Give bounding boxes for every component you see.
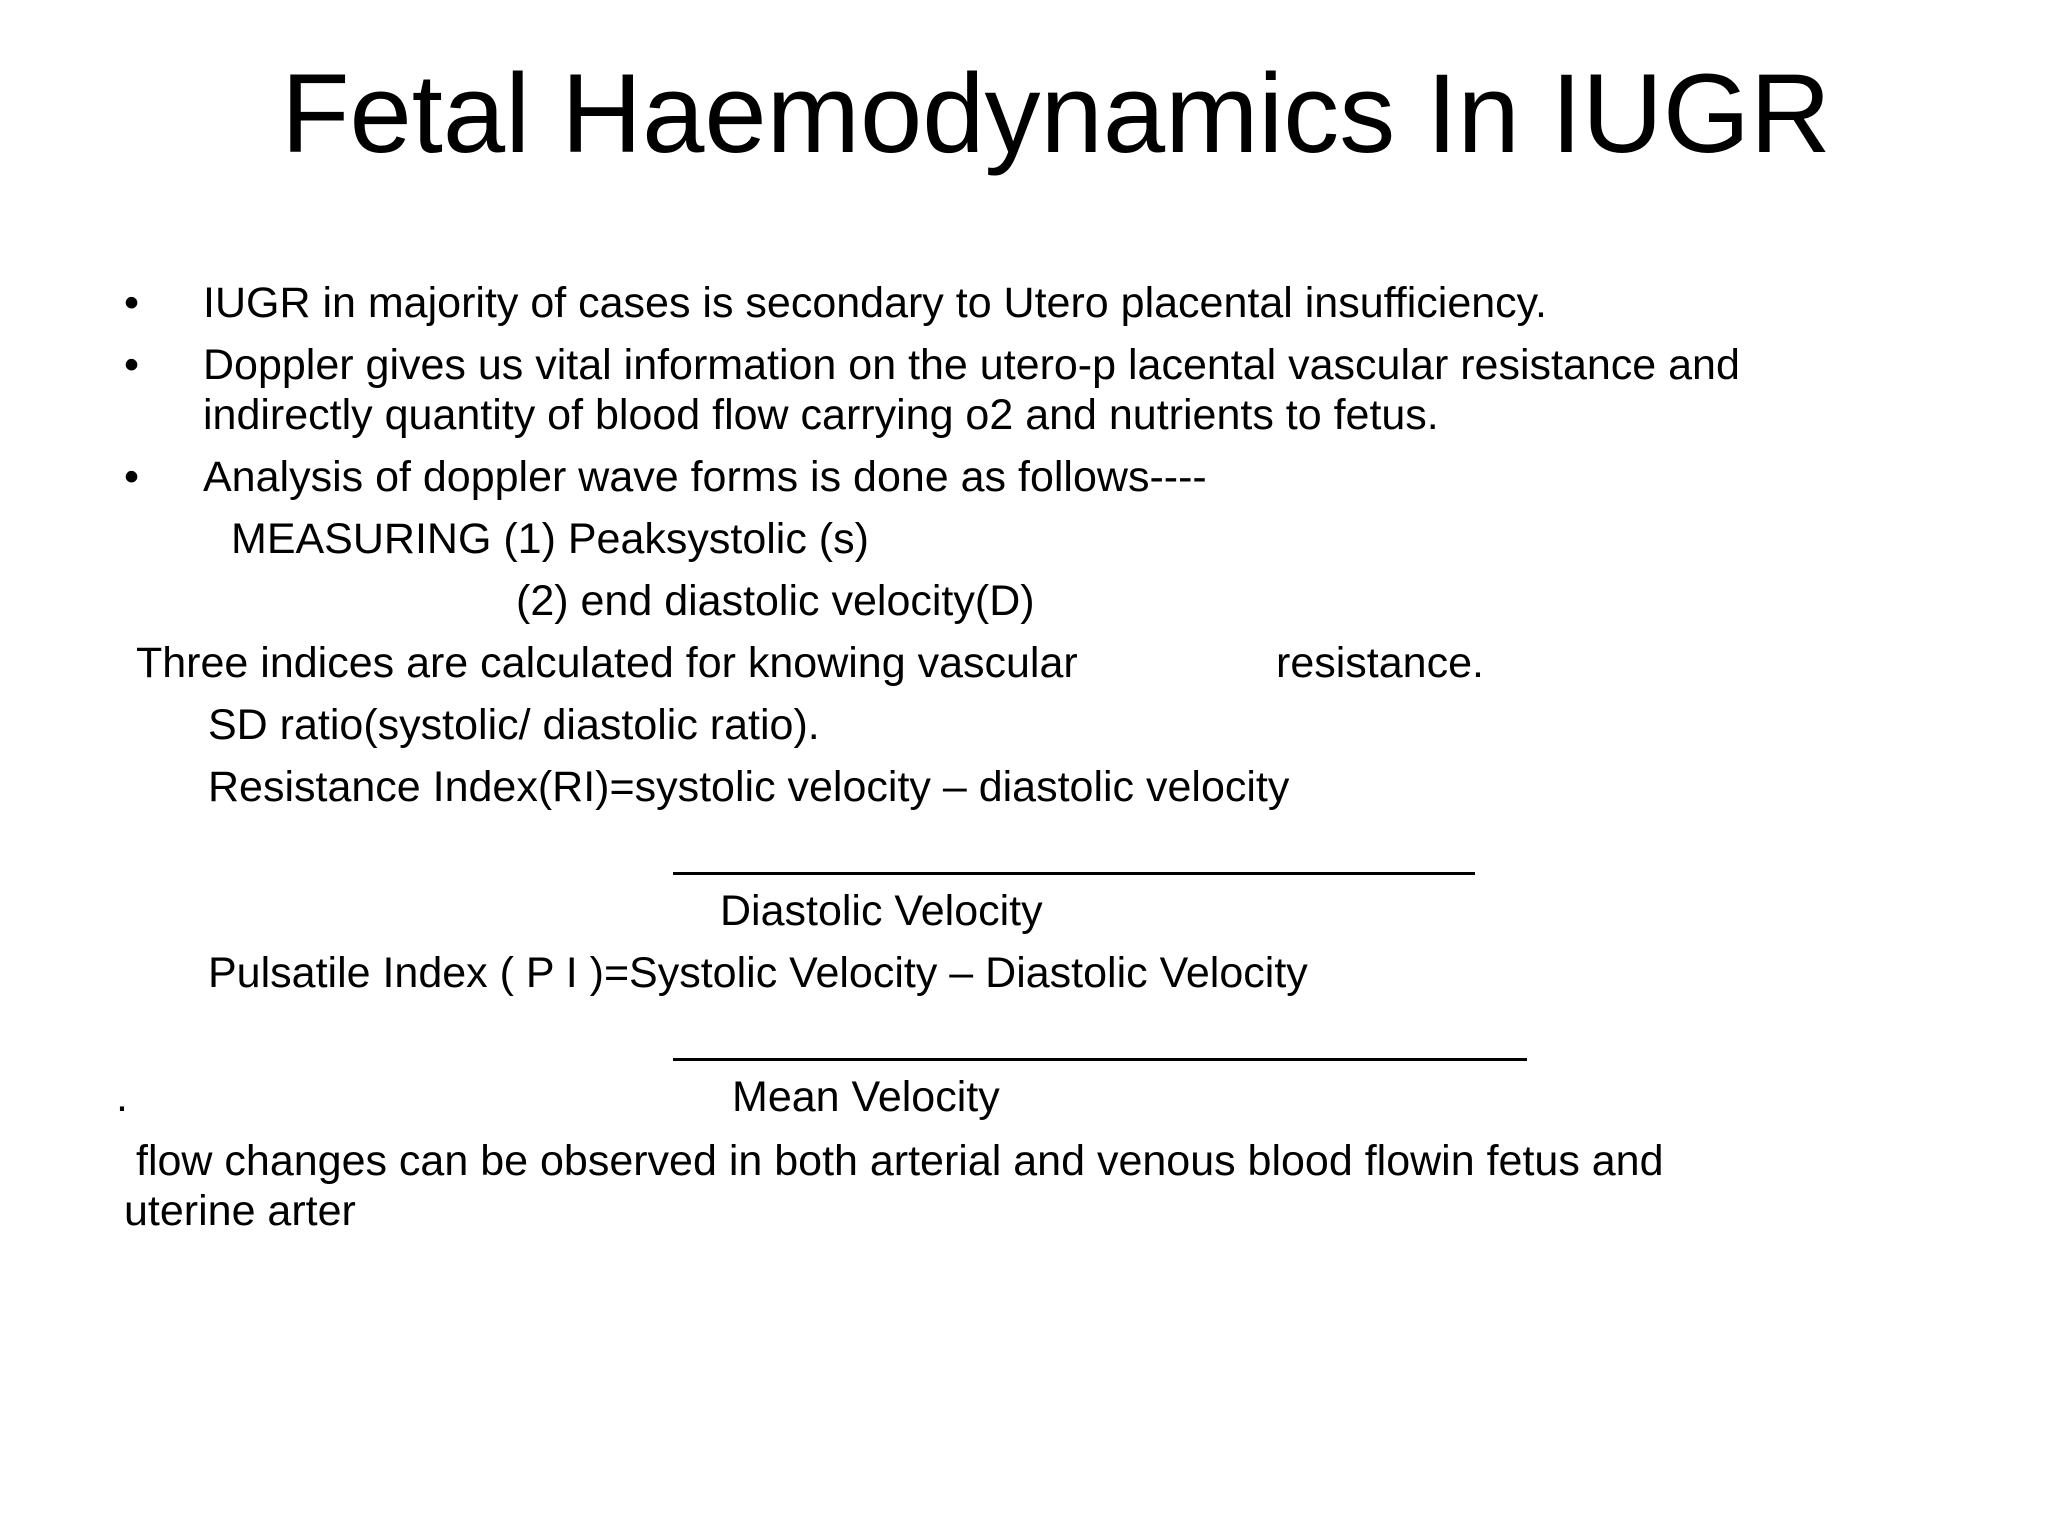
bullet-marker: • <box>124 453 140 501</box>
bullet-text: IUGR in majority of cases is secondary to Utero placental insufficiency. <box>203 279 1547 327</box>
bullet-text-line: Doppler gives us vital information on the utero-p lacental vascular resistance and <box>203 341 1740 389</box>
pi-denominator: Mean Velocity <box>732 1073 1000 1121</box>
bullet-text: Analysis of doppler wave forms is done as follows---- <box>203 453 1207 501</box>
pi-fraction-bar <box>673 1058 1527 1061</box>
slide-title: Fetal Haemodynamics In IUGR <box>281 51 1831 176</box>
pi-numerator: Pulsatile Index ( P I )=Systolic Velocity – Diastolic Velocity <box>208 949 1308 997</box>
indices-intro-text: Three indices are calculated for knowing vascular <box>136 639 1078 687</box>
closing-text-line: uterine arter <box>124 1187 356 1235</box>
bullet-marker: • <box>124 279 140 327</box>
bullet-text-line: indirectly quantity of blood flow carrying o2 and nutrients to fetus. <box>203 391 1439 439</box>
bullet-marker: • <box>124 341 140 389</box>
ri-fraction-bar <box>673 872 1475 875</box>
measuring-line-1: MEASURING (1) Peaksystolic (s) <box>231 515 869 563</box>
pi-dot: . <box>116 1073 128 1121</box>
measuring-line-2: (2) end diastolic velocity(D) <box>516 577 1035 625</box>
ri-denominator: Diastolic Velocity <box>720 887 1043 935</box>
ri-numerator: Resistance Index(RI)=systolic velocity – diastolic velocity <box>208 763 1290 811</box>
sd-ratio-text: SD ratio(systolic/ diastolic ratio). <box>208 701 820 749</box>
indices-intro-text-end: resistance. <box>1276 639 1484 687</box>
closing-text-line: flow changes can be observed in both arterial and venous blood flowin fetus and <box>136 1137 1664 1185</box>
